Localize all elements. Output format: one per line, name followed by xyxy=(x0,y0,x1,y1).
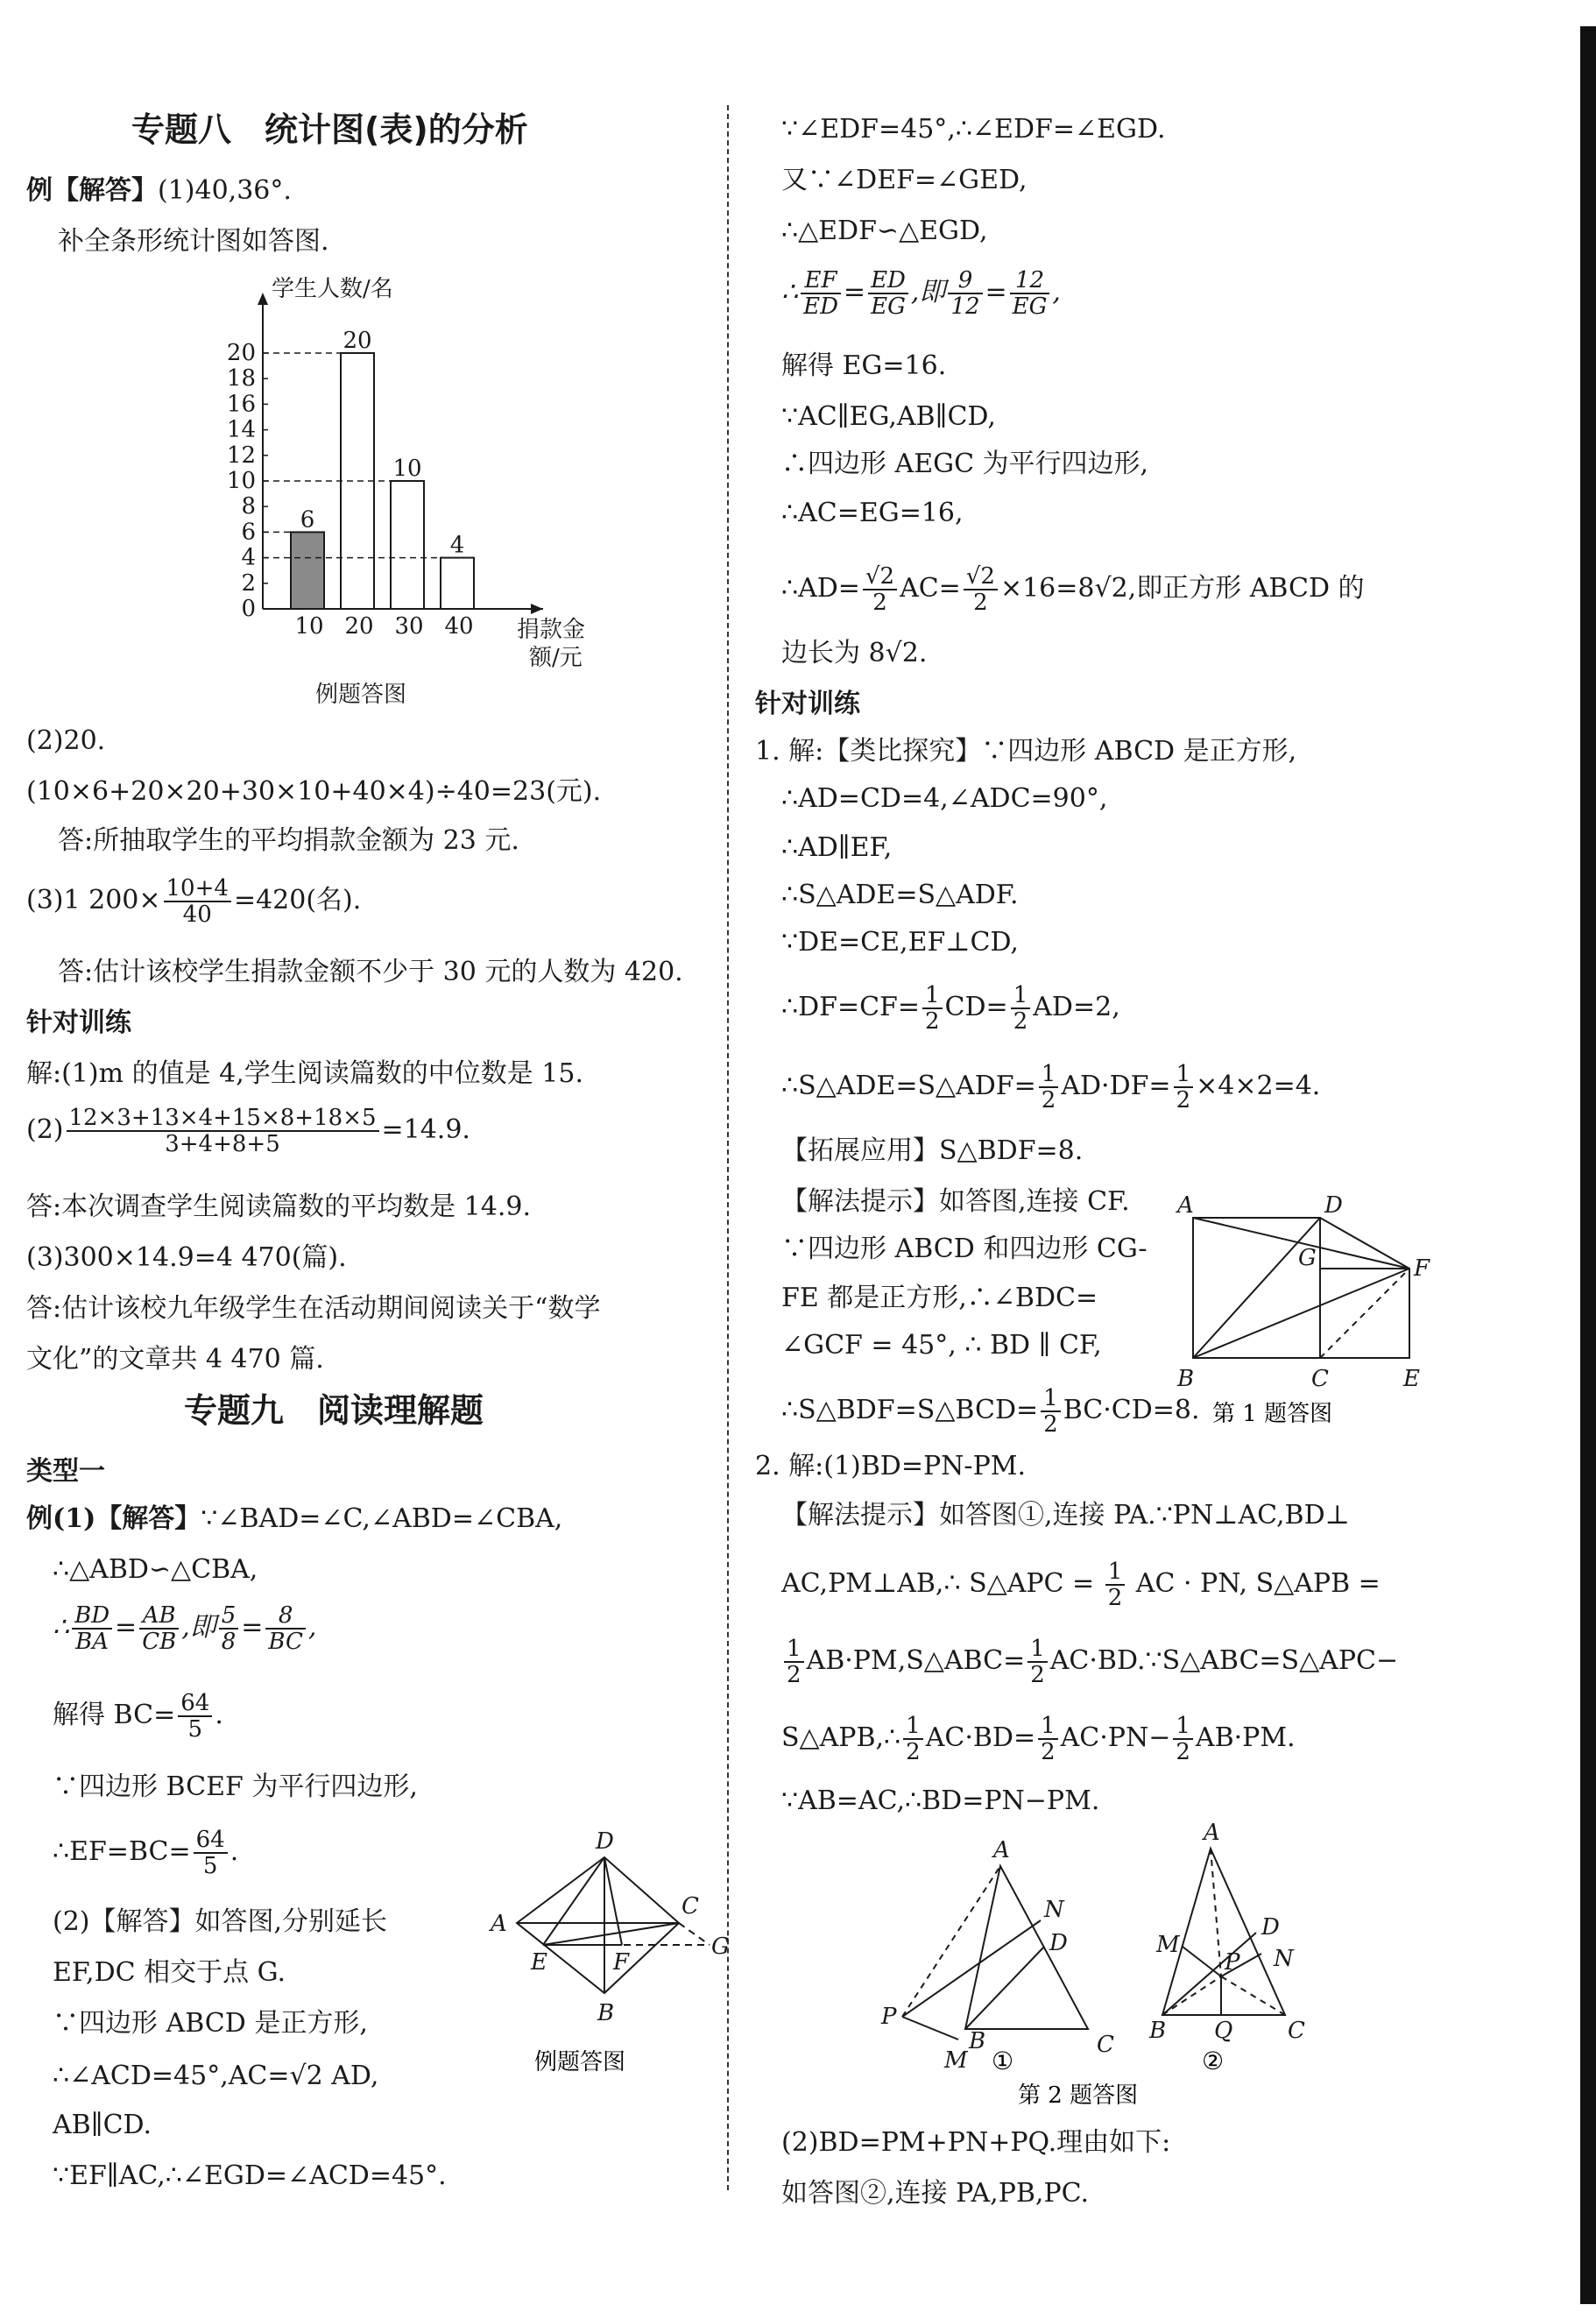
y-tick-label: 4 xyxy=(241,544,256,571)
label-c: C xyxy=(681,1893,699,1920)
y-tick-label: 20 xyxy=(226,340,256,366)
ex2-line2: ∴△ABD∽△CBA, xyxy=(53,1554,258,1585)
title-topic-8: 专题八 统计图(表)的分析 xyxy=(131,110,528,149)
q2-a: 2. 解:(1)BD=PN-PM. xyxy=(755,1451,1027,1481)
label-d1: D xyxy=(1049,1930,1068,1956)
x-axis-label-2: 额/元 xyxy=(529,645,583,671)
x-tick-label: 10 xyxy=(294,613,324,640)
label-m2: M xyxy=(1156,1932,1180,1958)
q2-c: AC,PM⊥AB,∴ S△APC = $\frac{1}{2}$ AC · PN, S△APB = xyxy=(781,1559,1381,1611)
y-tick-label: 6 xyxy=(241,519,256,546)
label-b2: B xyxy=(1149,2018,1167,2044)
segment-de xyxy=(543,1857,604,1945)
segment-bd-1 xyxy=(965,1947,1044,2029)
q1-m: ∴S△BDF=S△BCD= $\frac{1}{2}$ BC·CD=8. xyxy=(781,1385,1200,1438)
bar-value-label: 10 xyxy=(392,456,422,482)
r-line3: ∴△EDF∽△EGD, xyxy=(781,216,988,246)
label-b: B xyxy=(597,2000,615,2026)
segment-pm-1 xyxy=(902,2017,958,2040)
q2-f: ∵AB=AC,∴BD=PN−PM. xyxy=(781,1785,1100,1816)
ex2-part2d: ∴∠ACD=45°,AC=√2 AD, xyxy=(53,2061,379,2091)
solution-1: 解:(1)m 的值是 4,学生阅读篇数的中位数是 15. xyxy=(26,1058,583,1089)
x-tick-label: 40 xyxy=(444,613,474,640)
bar-chart xyxy=(184,263,604,683)
label-g: G xyxy=(711,1934,730,1960)
label-d: D xyxy=(596,1828,614,1855)
example-answer-line: 例【解答】(1)40,36°. xyxy=(26,175,292,206)
chart-caption: 例题答图 xyxy=(315,682,407,708)
ex2-part2e: AB∥CD. xyxy=(53,2110,152,2140)
q2-b: 【解法提示】如答图①,连接 PA.∵PN⊥AC,BD⊥ xyxy=(781,1500,1350,1531)
q1-g: ∴S△ADE=S△ADF= $\frac{1}{2}$ AD·DF= $\frac{1}{2}$ ×4×2=4. xyxy=(781,1061,1321,1114)
q1-f: ∴DF=CF= $\frac{1}{2}$ CD= $\frac{1}{2}$ AD=2, xyxy=(781,982,1120,1035)
complete-chart-text: 补全条形统计图如答图. xyxy=(58,226,329,257)
label-a: A xyxy=(491,1911,507,1937)
q1-i: 【解法提示】如答图,连接 CF. xyxy=(781,1186,1130,1217)
r-parallel: ∵AC∥EG,AB∥CD, xyxy=(781,401,996,432)
y-tick-label: 12 xyxy=(226,442,256,469)
label-b: B xyxy=(1177,1366,1195,1392)
segment-cf xyxy=(1320,1269,1409,1358)
estimate-reading: (3)300×14.9=4 470(篇). xyxy=(26,1242,347,1273)
ex2-part2a: (2)【解答】如答图,分别延长 xyxy=(53,1906,388,1937)
label-p2: P xyxy=(1225,1949,1240,1976)
diagonal-bd xyxy=(1193,1218,1320,1358)
label-q2: Q xyxy=(1214,2018,1233,2044)
answer-reading-b: 文化”的文章共 4 470 篇. xyxy=(26,1344,324,1375)
sub-label-1: ① xyxy=(992,2047,1014,2075)
label-f: F xyxy=(613,1949,630,1976)
q2-d: $\frac{1}{2}$ AB·PM,S△ABC= $\frac{1}{2}$ AC·BD.∵S△ABC=S△APC− xyxy=(781,1637,1398,1687)
answer-mean: 答:所抽取学生的平均捐款金额为 23 元. xyxy=(58,825,519,856)
q1-c: ∴AD∥EF, xyxy=(781,832,893,863)
label-m1: M xyxy=(944,2047,968,2074)
r-aegc: ∴四边形 AEGC 为平行四边形, xyxy=(781,449,1149,479)
ex2-ef: ∴EF=BC= $\frac{64}{5}$ . xyxy=(53,1827,239,1879)
column-divider xyxy=(727,105,729,2190)
bar-value-label: 20 xyxy=(343,328,372,354)
label-n1: N xyxy=(1044,1897,1064,1923)
q1-j: ∵四边形 ABCD 和四边形 CG- xyxy=(781,1234,1148,1264)
bar-value-label: 6 xyxy=(300,506,315,534)
y-tick-label: 8 xyxy=(241,493,256,520)
y-tick-label: 14 xyxy=(226,416,256,443)
ex2-part2b: EF,DC 相交于点 G. xyxy=(53,1957,286,1988)
r-side: 边长为 8√2. xyxy=(781,638,928,668)
label-c1: C xyxy=(1097,2032,1114,2058)
r-solve-eg: 解得 EG=16. xyxy=(781,350,947,381)
q2-h: 如答图②,连接 PA,PB,PC. xyxy=(781,2178,1090,2209)
x-axis-label: 捐款金 xyxy=(517,617,586,643)
label-a1: A xyxy=(993,1837,1010,1863)
y-tick-label: 18 xyxy=(226,365,256,392)
bar xyxy=(291,532,324,609)
square-figure-caption: 例题答图 xyxy=(534,2049,626,2075)
q1-k: FE 都是正方形,∴∠BDC= xyxy=(781,1283,1098,1313)
q1-b: ∴AD=CD=4,∠ADC=90°, xyxy=(781,783,1108,814)
title-topic-9: 专题九 阅读理解题 xyxy=(184,1391,484,1430)
y-tick-label: 10 xyxy=(226,468,256,494)
label-c: C xyxy=(1311,1366,1329,1392)
bar-value-label: 4 xyxy=(449,532,465,559)
q2-caption: 第 2 题答图 xyxy=(1018,2082,1139,2109)
label-e: E xyxy=(1403,1366,1420,1392)
q1-figure xyxy=(1176,1191,1438,1428)
ex2-part2f: ∵EF∥AC,∴∠EGD=∠ACD=45°. xyxy=(53,2160,447,2191)
answer-reading-a: 答:估计该校九年级学生在活动期间阅读关于“数学 xyxy=(26,1293,601,1324)
extension-dc xyxy=(679,1923,710,1945)
label-a: A xyxy=(1177,1192,1194,1219)
x-axis-arrow xyxy=(531,604,543,614)
q2-figure xyxy=(878,1822,1333,2111)
r-ratio: ∴ $\frac{EF}{ED}$ = $\frac{ED}{EG}$ ,即 $\frac{9}{12}$ = $\frac{12}{EG}$ , xyxy=(781,267,1061,320)
label-p1: P xyxy=(881,2004,897,2030)
q1-h: 【拓展应用】S△BDF=8. xyxy=(781,1135,1084,1166)
label-b1: B xyxy=(969,2028,986,2054)
answer-estimate: 答:估计该校学生捐款金额不少于 30 元的人数为 420. xyxy=(58,957,683,987)
q1-a: 1. 解:【类比探究】∵四边形 ABCD 是正方形, xyxy=(755,736,1297,767)
q2-e: S△APB,∴ $\frac{1}{2}$ AC·BD= $\frac{1}{2}$ AC·PN− $\frac{1}{2}$ AB·PM. xyxy=(781,1713,1296,1765)
r-ac-eq: ∴AC=EG=16, xyxy=(781,498,964,528)
segment-pm-2 xyxy=(1183,1947,1221,1976)
label-n2: N xyxy=(1274,1946,1294,1972)
page-edge-bar xyxy=(1580,26,1596,2304)
answer-mean-reading: 答:本次调查学生阅读篇数的平均数是 14.9. xyxy=(26,1191,531,1222)
q1-e: ∵DE=CE,EF⊥CD, xyxy=(781,927,1019,958)
r-line1: ∵∠EDF=45°,∴∠EDF=∠EGD. xyxy=(781,114,1166,145)
q1-d: ∴S△ADE=S△ADF. xyxy=(781,880,1019,910)
label-g: G xyxy=(1298,1245,1317,1271)
label-d2: D xyxy=(1261,1914,1280,1941)
label-d: D xyxy=(1324,1192,1343,1219)
y-tick-label: 0 xyxy=(241,596,256,622)
label-f: F xyxy=(1414,1255,1430,1282)
section-training: 针对训练 xyxy=(26,1007,131,1038)
y-tick-label: 2 xyxy=(241,569,256,597)
type-one: 类型一 xyxy=(26,1456,105,1487)
q1-caption: 第 1 题答图 xyxy=(1212,1401,1333,1427)
r-ad: ∴AD= $\frac{√2}{2}$ AC= $\frac{√2}{2}$ ×16=8√2,即正方形 ABCD 的 xyxy=(781,563,1365,616)
segment-bf xyxy=(1193,1269,1409,1358)
section-training-2: 针对训练 xyxy=(755,689,860,719)
bar xyxy=(391,481,424,609)
label-e: E xyxy=(531,1949,547,1976)
r-line2: 又∵∠DEF=∠GED, xyxy=(781,165,1028,195)
square-figure xyxy=(482,1822,730,2103)
q2-g: (2)BD=PM+PN+PQ.理由如下: xyxy=(781,2127,1171,2158)
segment-df xyxy=(1320,1218,1409,1269)
y-axis-label: 学生人数/名 xyxy=(272,276,393,302)
answer-part2: (2)20. xyxy=(26,725,106,756)
ex2-part2c: ∵四边形 ABCD 是正方形, xyxy=(53,2008,368,2039)
bar xyxy=(441,558,474,609)
ex2-ratio: ∴ $\frac{BD}{BA}$ = $\frac{AB}{CB}$ ,即 $\frac{5}{8}$ = $\frac{8}{BC}$ , xyxy=(53,1602,317,1655)
y-axis-arrow xyxy=(258,293,268,305)
x-tick-label: 20 xyxy=(344,613,374,640)
estimate-calc: (3)1 200× $\frac{10+4}{40}$ =420(名). xyxy=(26,875,362,928)
q1-l: ∠GCF = 45°, ∴ BD ∥ CF, xyxy=(781,1330,1102,1361)
label-a2: A xyxy=(1204,1820,1220,1846)
ex2-line1: 例(1)【解答】∵∠BAD=∠C,∠ABD=∠CBA, xyxy=(26,1503,563,1534)
x-tick-label: 30 xyxy=(394,613,424,640)
y-tick-label: 16 xyxy=(226,391,256,418)
mean-calculation: (10×6+20×20+30×10+40×4)÷40=23(元). xyxy=(26,776,602,807)
mean-formula: (2) $\frac{12\times 3+13\times 4+15\times 8+18\times 5}{3+4+8+5}$ =14.9. xyxy=(26,1105,470,1157)
ex2-parallelogram: ∵四边形 BCEF 为平行四边形, xyxy=(53,1771,418,1802)
ex2-solve-bc: 解得 BC= $\frac{64}{5}$ . xyxy=(53,1690,223,1743)
sub-label-2: ② xyxy=(1202,2047,1225,2075)
label-c2: C xyxy=(1288,2018,1305,2044)
